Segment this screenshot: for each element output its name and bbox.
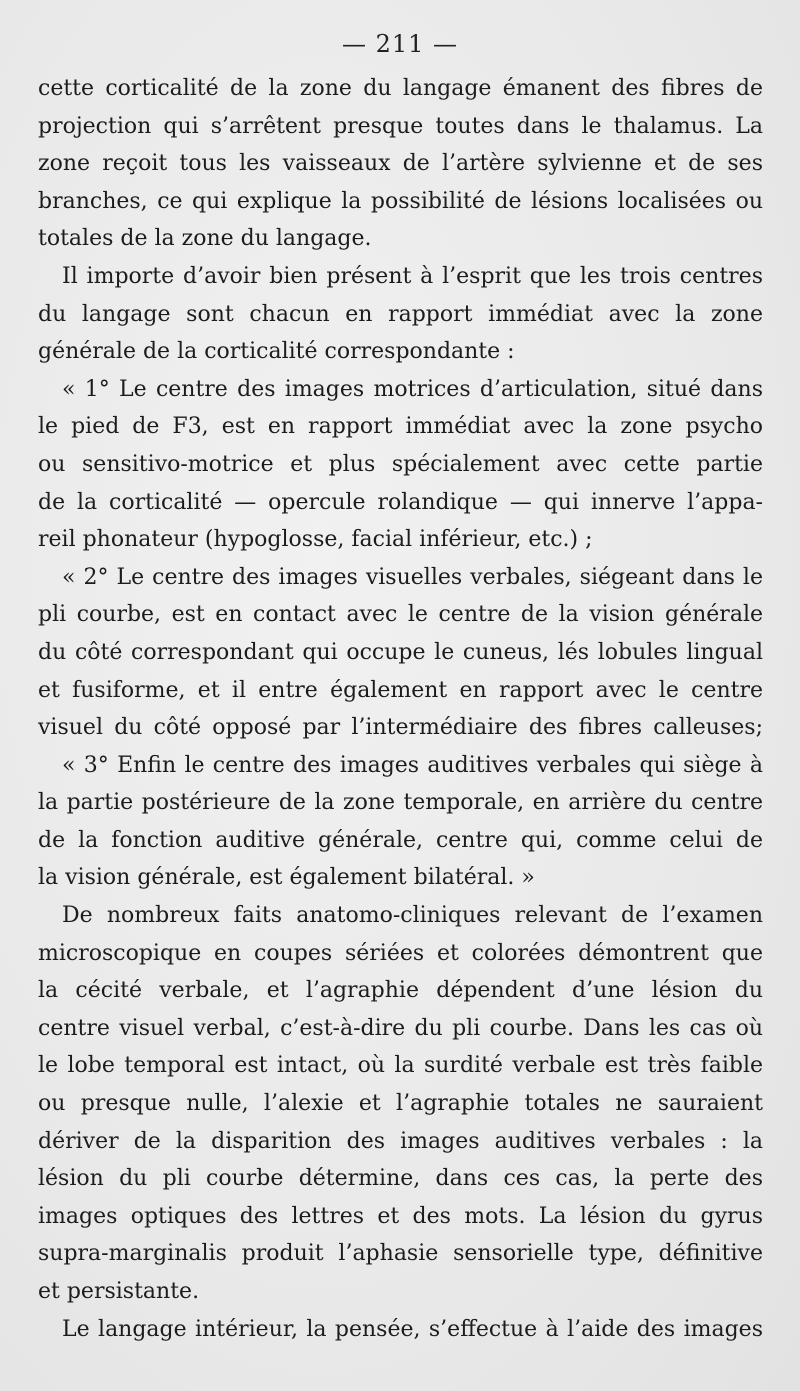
text-line: de la corticalité — opercule rolandique — qui innerve l’appa-	[38, 489, 763, 515]
text-line: et persistante.	[38, 1279, 200, 1304]
text-line: du côté correspondant qui occupe le cuneus, lés lobules lingual	[38, 639, 763, 665]
page-number: — 211 —	[341, 30, 459, 58]
text-line: « 3° Enfin le centre des images auditives verbales qui siège à	[62, 752, 763, 778]
text-line: lésion du pli courbe détermine, dans ces cas, la perte des	[38, 1166, 763, 1192]
text-line: totales de la zone du langage.	[38, 226, 372, 252]
text-line: le lobe temporal est intact, où la surdité verbale est très faible	[38, 1053, 763, 1079]
text-line: De nombreux faits anatomo-cliniques relevant de l’examen	[62, 903, 763, 929]
text-line: projection qui s’arrêtent presque toutes dans le thalamus. La	[38, 113, 763, 139]
text-line: reil phonateur (hypoglosse, facial inférieur, etc.) ;	[38, 527, 593, 553]
text-line: ou presque nulle, l’alexie et l’agraphie totales ne sauraient	[38, 1091, 763, 1117]
text-line: visuel du côté opposé par l’intermédiaire des fibres calleuses;	[38, 715, 763, 741]
text-line: dériver de la disparition des images auditives verbales : la	[38, 1128, 763, 1154]
text-line: générale de la corticalité correspondante :	[38, 339, 515, 365]
text-line: « 1° Le centre des images motrices d’articulation, situé dans	[62, 376, 763, 402]
text-line: et fusiforme, et il entre également en rapport avec le centre	[38, 677, 763, 703]
body-text	[38, 70, 763, 1348]
text-line: la cécité verbale, et l’agraphie dépendent d’une lésion du	[38, 978, 763, 1004]
text-line: Le langage intérieur, la pensée, s’effectue à l’aide des images	[62, 1316, 763, 1342]
text-line: la partie postérieure de la zone temporale, en arrière du centre	[38, 790, 763, 816]
text-line: supra-marginalis produit l’aphasie sensorielle type, définitive	[38, 1241, 763, 1267]
text-line: zone reçoit tous les vaisseaux de l’artère sylvienne et de ses	[38, 151, 763, 177]
text-line: « 2° Le centre des images visuelles verbales, siégeant dans le	[62, 564, 763, 590]
text-line: le pied de F3, est en rapport immédiat avec la zone psycho	[38, 414, 763, 440]
text-line: branches, ce qui explique la possibilité de lésions localisées ou	[38, 188, 763, 214]
text-line: images optiques des lettres et des mots. La lésion du gyrus	[38, 1203, 763, 1229]
text-line: la vision générale, est également bilatéral. »	[38, 865, 535, 891]
text-line: pli courbe, est en contact avec le centre de la vision générale	[38, 602, 763, 628]
text-line: microscopique en coupes sériées et colorées démontrent que	[38, 940, 763, 966]
text-line: ou sensitivo-motrice et plus spécialement avec cette partie	[38, 451, 763, 477]
text-line: du langage sont chacun en rapport immédiat avec la zone	[38, 301, 763, 327]
text-line: de la fonction auditive générale, centre qui, comme celui de	[38, 827, 763, 853]
text-line: Il importe d’avoir bien présent à l’esprit que les trois centres	[62, 263, 763, 289]
text-line: cette corticalité de la zone du langage émanent des fibres de	[38, 76, 763, 101]
text-line: centre visuel verbal, c’est-à-dire du pli courbe. Dans les cas où	[38, 1015, 763, 1041]
